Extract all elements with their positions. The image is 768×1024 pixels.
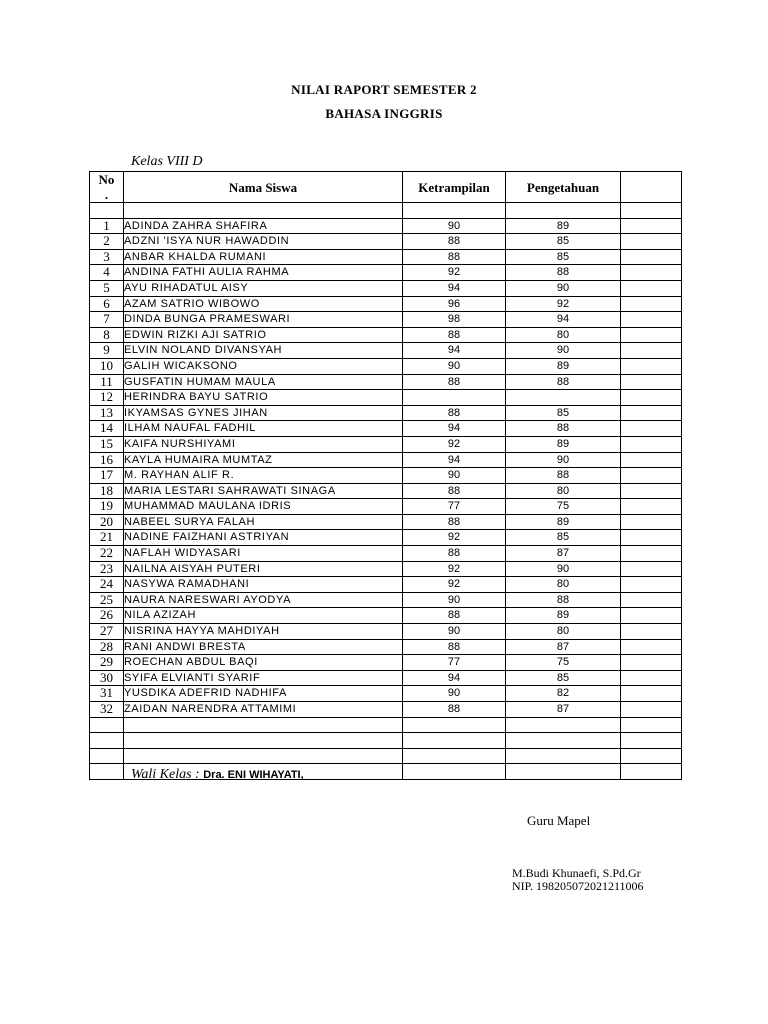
row-number: 10 [90,358,124,374]
skill-score: 98 [403,312,506,328]
empty-cell [506,764,621,780]
skill-score: 88 [403,546,506,562]
grades-table-body [90,218,682,779]
knowledge-score: 88 [506,265,621,281]
row-number: 19 [90,499,124,515]
extra-cell [621,686,682,702]
student-name: NAFLAH WIDYASARI [124,546,403,562]
knowledge-score: 89 [506,218,621,234]
empty-cell [90,764,124,780]
empty-cell [403,733,506,749]
student-name: MUHAMMAD MAULANA IDRIS [124,499,403,515]
row-number: 29 [90,655,124,671]
empty-row [90,717,682,733]
row-number: 22 [90,546,124,562]
header-name: Nama Siswa [124,172,403,203]
table-row [90,280,682,296]
extra-cell [621,546,682,562]
extra-cell [621,265,682,281]
knowledge-score: 94 [506,312,621,328]
extra-cell [621,436,682,452]
row-number: 23 [90,561,124,577]
row-number: 11 [90,374,124,390]
skill-score: 88 [403,234,506,250]
table-row [90,327,682,343]
table-row [90,421,682,437]
extra-cell [621,561,682,577]
skill-score: 88 [403,405,506,421]
extra-cell [621,499,682,515]
skill-score: 92 [403,436,506,452]
empty-cell [90,733,124,749]
extra-cell [621,312,682,328]
row-number: 30 [90,670,124,686]
subject-teacher-nip: NIP. 198205072021211006 [512,879,644,893]
extra-cell [621,405,682,421]
knowledge-score: 80 [506,577,621,593]
skill-score: 77 [403,499,506,515]
knowledge-score: 88 [506,374,621,390]
knowledge-score: 82 [506,686,621,702]
knowledge-score: 88 [506,468,621,484]
homeroom-label: Wali Kelas : [131,767,204,782]
row-number: 6 [90,296,124,312]
skill-score: 90 [403,624,506,640]
empty-row [90,748,682,764]
empty-cell [621,764,682,780]
subject-title: BAHASA INGGRIS [325,106,443,121]
knowledge-score: 89 [506,514,621,530]
header-skill: Ketrampilan [403,172,506,203]
student-name: NILA AZIZAH [124,608,403,624]
row-number: 13 [90,405,124,421]
row-number: 7 [90,312,124,328]
row-number: 17 [90,468,124,484]
skill-score: 92 [403,577,506,593]
skill-score: 94 [403,280,506,296]
table-row [90,546,682,562]
table-row [90,499,682,515]
table-row [90,686,682,702]
skill-score: 88 [403,702,506,718]
knowledge-score: 88 [506,421,621,437]
extra-cell [621,577,682,593]
skill-score: 90 [403,592,506,608]
extra-cell [621,452,682,468]
extra-cell [621,234,682,250]
student-name: EDWIN RIZKI AJI SATRIO [124,327,403,343]
student-name: ROECHAN ABDUL BAQI [124,655,403,671]
row-number: 32 [90,702,124,718]
extra-cell [621,390,682,406]
skill-score: 94 [403,670,506,686]
table-row [90,514,682,530]
empty-cell [621,717,682,733]
skill-score: 90 [403,686,506,702]
extra-cell [621,218,682,234]
table-row [90,655,682,671]
header-extra [621,172,682,203]
skill-score: 92 [403,530,506,546]
header-no-text: No [98,172,115,187]
table-row [90,702,682,718]
table-row [90,265,682,281]
row-number: 2 [90,234,124,250]
student-name: ANDINA FATHI AULIA RAHMA [124,265,403,281]
extra-cell [621,296,682,312]
empty-cell [506,717,621,733]
knowledge-score: 89 [506,358,621,374]
table-row [90,452,682,468]
knowledge-score: 85 [506,249,621,265]
student-name: KAYLA HUMAIRA MUMTAZ [124,452,403,468]
row-number: 20 [90,514,124,530]
skill-score: 90 [403,468,506,484]
knowledge-score: 88 [506,592,621,608]
extra-cell [621,343,682,359]
extra-cell [621,514,682,530]
row-number: 14 [90,421,124,437]
knowledge-score: 90 [506,280,621,296]
row-number: 12 [90,390,124,406]
row-number: 28 [90,639,124,655]
table-row [90,218,682,234]
empty-row [90,733,682,749]
empty-cell [403,748,506,764]
table-row [90,234,682,250]
student-name: NAILNA AISYAH PUTERI [124,561,403,577]
skill-score: 88 [403,483,506,499]
student-name: NADINE FAIZHANI ASTRIYAN [124,530,403,546]
student-name: IKYAMSAS GYNES JIHAN [124,405,403,421]
skill-score: 88 [403,374,506,390]
subject-teacher-name: M.Budi Khunaefi, S.Pd.Gr [512,866,641,880]
skill-score: 94 [403,452,506,468]
header-separator-row [90,203,682,219]
skill-score [403,390,506,406]
empty-cell [621,748,682,764]
table-row [90,577,682,593]
student-name: NASYWA RAMADHANI [124,577,403,593]
table-row [90,530,682,546]
student-name: NAURA NARESWARI AYODYA [124,592,403,608]
skill-score: 90 [403,358,506,374]
empty-cell [124,733,403,749]
table-row [90,249,682,265]
student-name: MARIA LESTARI SAHRAWATI SINAGA [124,483,403,499]
knowledge-score: 90 [506,452,621,468]
table-row [90,436,682,452]
student-name: GALIH WICAKSONO [124,358,403,374]
extra-cell [621,530,682,546]
extra-cell [621,280,682,296]
row-number: 3 [90,249,124,265]
subject-teacher-title: Guru Mapel [527,813,591,828]
row-number: 31 [90,686,124,702]
row-number: 18 [90,483,124,499]
skill-score: 88 [403,249,506,265]
table-header-row [90,172,682,203]
row-number: 4 [90,265,124,281]
knowledge-score: 75 [506,499,621,515]
knowledge-score: 85 [506,405,621,421]
extra-cell [621,702,682,718]
header-no-dot: . [104,187,109,202]
extra-cell [621,358,682,374]
student-name: NABEEL SURYA FALAH [124,514,403,530]
extra-cell [621,483,682,499]
extra-cell [621,624,682,640]
row-number: 5 [90,280,124,296]
table-row [90,374,682,390]
table-row [90,390,682,406]
student-name: ANBAR KHALDA RUMANI [124,249,403,265]
student-name: ADZNI 'ISYA NUR HAWADDIN [124,234,403,250]
extra-cell [621,670,682,686]
skill-score: 90 [403,218,506,234]
extra-cell [621,608,682,624]
knowledge-score: 80 [506,624,621,640]
student-name: DINDA BUNGA PRAMESWARI [124,312,403,328]
skill-score: 96 [403,296,506,312]
table-row [90,561,682,577]
table-row [90,405,682,421]
empty-cell [506,748,621,764]
knowledge-score: 89 [506,436,621,452]
row-number: 1 [90,218,124,234]
empty-cell [506,733,621,749]
class-label: Kelas VIII D [131,154,203,169]
student-name: GUSFATIN HUMAM MAULA [124,374,403,390]
row-number: 9 [90,343,124,359]
table-row [90,608,682,624]
empty-cell [90,748,124,764]
extra-cell [621,639,682,655]
knowledge-score: 92 [506,296,621,312]
knowledge-score: 90 [506,561,621,577]
homeroom-name: Dra. ENI WIHAYATI, [203,769,304,781]
homeroom-teacher [131,767,304,783]
grades-table [89,171,682,780]
empty-cell [621,733,682,749]
student-name: NISRINA HAYYA MAHDIYAH [124,624,403,640]
header-knowledge: Pengetahuan [506,172,621,203]
skill-score: 77 [403,655,506,671]
student-name: AYU RIHADATUL AISY [124,280,403,296]
extra-cell [621,249,682,265]
empty-cell [124,748,403,764]
student-name: ADINDA ZAHRA SHAFIRA [124,218,403,234]
skill-score: 94 [403,421,506,437]
row-number: 25 [90,592,124,608]
header-no [90,172,124,203]
row-number: 16 [90,452,124,468]
row-number: 26 [90,608,124,624]
table-row [90,483,682,499]
extra-cell [621,468,682,484]
document-title: NILAI RAPORT SEMESTER 2 [291,82,477,97]
table-row [90,592,682,608]
table-row [90,639,682,655]
row-number: 21 [90,530,124,546]
extra-cell [621,327,682,343]
extra-cell [621,655,682,671]
student-name: YUSDIKA ADEFRID NADHIFA [124,686,403,702]
empty-cell [90,717,124,733]
table-row [90,312,682,328]
student-name: SYIFA ELVIANTI SYARIF [124,670,403,686]
knowledge-score: 87 [506,546,621,562]
row-number: 27 [90,624,124,640]
student-name: KAIFA NURSHIYAMI [124,436,403,452]
extra-cell [621,592,682,608]
table-row [90,624,682,640]
knowledge-score: 75 [506,655,621,671]
skill-score: 88 [403,639,506,655]
extra-cell [621,421,682,437]
student-name: M. RAYHAN ALIF R. [124,468,403,484]
skill-score: 88 [403,608,506,624]
student-name: RANI ANDWI BRESTA [124,639,403,655]
extra-cell [621,374,682,390]
empty-cell [403,764,506,780]
row-number: 8 [90,327,124,343]
skill-score: 94 [403,343,506,359]
table-row [90,296,682,312]
empty-cell [124,717,403,733]
student-name: ILHAM NAUFAL FADHIL [124,421,403,437]
student-name: AZAM SATRIO WIBOWO [124,296,403,312]
knowledge-score: 89 [506,608,621,624]
row-number: 24 [90,577,124,593]
student-name: ZAIDAN NARENDRA ATTAMIMI [124,702,403,718]
knowledge-score: 90 [506,343,621,359]
row-number: 15 [90,436,124,452]
student-name: ELVIN NOLAND DIVANSYAH [124,343,403,359]
knowledge-score: 85 [506,234,621,250]
table-row [90,358,682,374]
table-row [90,468,682,484]
knowledge-score [506,390,621,406]
knowledge-score: 87 [506,639,621,655]
knowledge-score: 85 [506,670,621,686]
empty-cell [403,717,506,733]
knowledge-score: 87 [506,702,621,718]
table-row [90,343,682,359]
skill-score: 92 [403,561,506,577]
student-name: HERINDRA BAYU SATRIO [124,390,403,406]
skill-score: 88 [403,514,506,530]
skill-score: 88 [403,327,506,343]
knowledge-score: 80 [506,327,621,343]
knowledge-score: 85 [506,530,621,546]
skill-score: 92 [403,265,506,281]
table-row [90,670,682,686]
knowledge-score: 80 [506,483,621,499]
